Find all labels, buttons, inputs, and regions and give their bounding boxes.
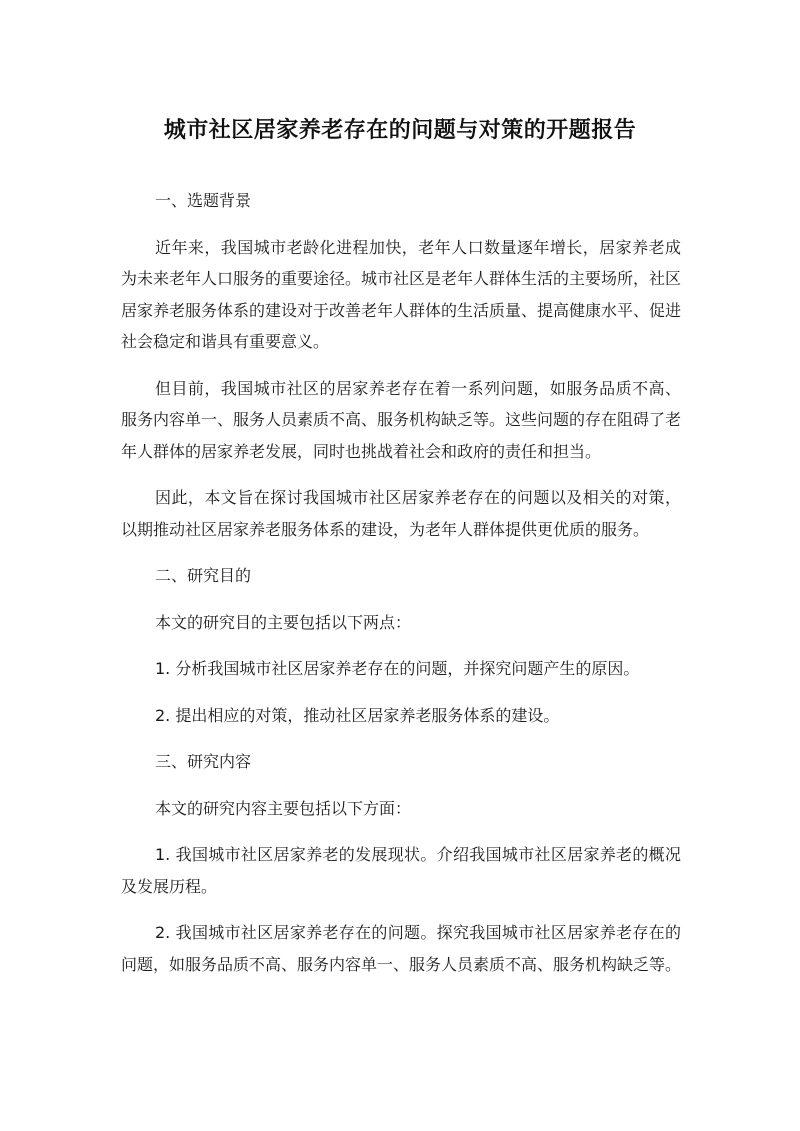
list-item-purpose-1: 1. 分析我国城市社区居家养老存在的问题，并探究问题产生的原因。: [155, 659, 640, 678]
paragraph-background-1: 近年来，我国城市老龄化进程加快，老年人口数量逐年增长，居家养老成为未来老年人口服务的重要途径。城市社区是老年人群体生活的主要场所，社区居家养老服务体系的建设对于改善老年人群体的生活质量、提高健康水平、促进社会稳定和谐具有重要意义。: [121, 237, 682, 351]
section-heading-content: 三、研究内容: [155, 752, 252, 771]
document-body: [121, 185, 681, 995]
paragraph-background-2: 但目前，我国城市社区的居家养老存在着一系列问题，如服务品质不高、服务内容单一、服务人员素质不高、服务机构缺乏等。这些问题的存在阻碍了老年人群体的居家养老发展，同时也挑战着社会和政府的责任和担当。: [121, 378, 682, 461]
section-heading-purpose: 二、研究目的: [155, 566, 252, 585]
paragraph-content-intro: 本文的研究内容主要包括以下方面：: [155, 798, 412, 818]
section-heading-background: 一、选题背景: [155, 191, 252, 210]
list-item-purpose-2: 2. 提出相应的对策，推动社区居家养老服务体系的建设。: [155, 705, 560, 725]
page-title: 城市社区居家养老存在的问题与对策的开题报告: [163, 118, 637, 143]
paragraph-background-3: 因此，本文旨在探讨我国城市社区居家养老存在的问题以及相关的对策，以期推动社区居家养老服务体系的建设，为老年人群体提供更优质的服务。: [121, 488, 681, 539]
list-item-content-1: 1. 我国城市社区居家养老的发展现状。介绍我国城市社区居家养老的概况及发展历程。: [121, 845, 681, 896]
paragraph-purpose-intro: 本文的研究目的主要包括以下两点：: [155, 612, 412, 632]
list-item-content-2: 2. 我国城市社区居家养老存在的问题。探究我国城市社区居家养老存在的问题，如服务品质不高、服务内容单一、服务人员素质不高、服务机构缺乏等。: [121, 923, 682, 974]
